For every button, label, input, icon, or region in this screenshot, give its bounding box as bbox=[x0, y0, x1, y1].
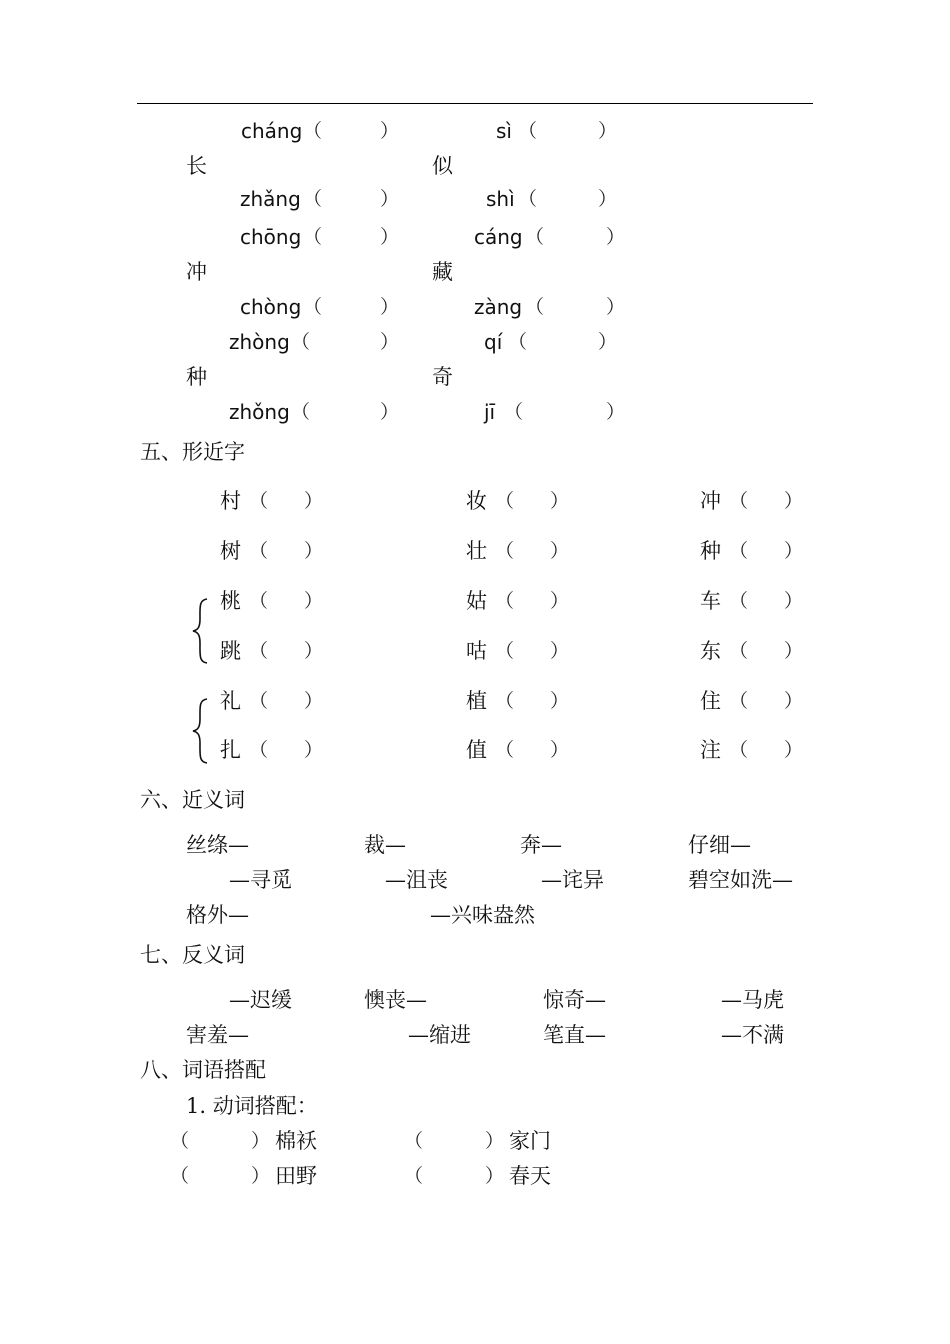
antonym-item: —迟缓 bbox=[229, 988, 292, 1012]
paren-close: ） bbox=[784, 590, 804, 612]
pinyin-reading: zhòng bbox=[229, 330, 290, 354]
paren-close: ） bbox=[380, 331, 400, 353]
paren-open: （ bbox=[249, 540, 269, 562]
paren-close: ） bbox=[550, 590, 570, 612]
paren-open: （ bbox=[495, 690, 515, 712]
subsection-heading: 1. 动词搭配： bbox=[186, 1094, 318, 1118]
paren-open: （ bbox=[249, 690, 269, 712]
pinyin-reading: jī bbox=[484, 400, 496, 424]
paren-open: （ bbox=[303, 188, 323, 210]
paren-open: （ bbox=[495, 490, 515, 512]
polyphone-char: 藏 bbox=[432, 260, 453, 284]
paren-close: ） bbox=[550, 540, 570, 562]
paren-close: ） bbox=[485, 1130, 505, 1152]
similar-char: 种 bbox=[700, 539, 721, 563]
paren-close: ） bbox=[304, 739, 324, 761]
polyphone-char: 种 bbox=[186, 365, 207, 389]
paren-open: （ bbox=[729, 690, 749, 712]
paren-open: （ bbox=[170, 1165, 190, 1187]
polyphone-char: 似 bbox=[432, 154, 453, 178]
similar-char: 扎 bbox=[220, 738, 241, 762]
paren-close: ） bbox=[784, 640, 804, 662]
section-heading: 六、近义词 bbox=[140, 788, 245, 812]
grouping-brace bbox=[191, 697, 211, 765]
pinyin-reading: cháng bbox=[241, 119, 303, 143]
paren-open: （ bbox=[495, 590, 515, 612]
paren-open: （ bbox=[249, 739, 269, 761]
paren-close: ） bbox=[304, 540, 324, 562]
similar-char: 村 bbox=[220, 489, 241, 513]
synonym-item: 仔细— bbox=[688, 833, 751, 857]
paren-open: （ bbox=[518, 120, 538, 142]
synonym-item: 奔— bbox=[520, 833, 562, 857]
pinyin-reading: chòng bbox=[240, 295, 302, 319]
similar-char: 冲 bbox=[700, 489, 721, 513]
collocation-word: 田野 bbox=[275, 1164, 317, 1188]
paren-open: （ bbox=[249, 490, 269, 512]
paren-close: ） bbox=[598, 188, 618, 210]
synonym-item: —诧异 bbox=[541, 868, 604, 892]
similar-char: 车 bbox=[700, 589, 721, 613]
similar-char: 跳 bbox=[220, 639, 241, 663]
paren-close: ） bbox=[251, 1165, 271, 1187]
paren-open: （ bbox=[729, 590, 749, 612]
pinyin-reading: qí bbox=[484, 330, 503, 354]
paren-close: ） bbox=[304, 590, 324, 612]
paren-close: ） bbox=[598, 120, 618, 142]
similar-char: 值 bbox=[466, 738, 487, 762]
similar-char: 壮 bbox=[466, 539, 487, 563]
paren-open: （ bbox=[525, 296, 545, 318]
paren-open: （ bbox=[404, 1130, 424, 1152]
paren-close: ） bbox=[380, 120, 400, 142]
paren-close: ） bbox=[380, 401, 400, 423]
pinyin-reading: cáng bbox=[474, 225, 523, 249]
paren-open: （ bbox=[508, 331, 528, 353]
paren-close: ） bbox=[380, 226, 400, 248]
paren-close: ） bbox=[485, 1165, 505, 1187]
paren-open: （ bbox=[729, 490, 749, 512]
paren-close: ） bbox=[550, 490, 570, 512]
similar-char: 住 bbox=[700, 689, 721, 713]
paren-close: ） bbox=[784, 690, 804, 712]
paren-close: ） bbox=[550, 739, 570, 761]
paren-open: （ bbox=[291, 401, 311, 423]
polyphone-char: 奇 bbox=[432, 365, 453, 389]
section-heading: 五、形近字 bbox=[140, 440, 245, 464]
paren-close: ） bbox=[304, 640, 324, 662]
similar-char: 桃 bbox=[220, 589, 241, 613]
pinyin-reading: zhǒng bbox=[229, 400, 290, 424]
paren-close: ） bbox=[606, 296, 626, 318]
paren-close: ） bbox=[784, 540, 804, 562]
grouping-brace bbox=[191, 597, 211, 665]
similar-char: 树 bbox=[220, 539, 241, 563]
paren-open: （ bbox=[303, 120, 323, 142]
paren-close: ） bbox=[784, 739, 804, 761]
similar-char: 注 bbox=[700, 738, 721, 762]
paren-open: （ bbox=[249, 590, 269, 612]
polyphone-char: 长 bbox=[186, 154, 207, 178]
synonym-item: 格外— bbox=[186, 903, 249, 927]
paren-open: （ bbox=[170, 1130, 190, 1152]
paren-close: ） bbox=[606, 226, 626, 248]
paren-close: ） bbox=[251, 1130, 271, 1152]
antonym-item: —马虎 bbox=[721, 988, 784, 1012]
pinyin-reading: sì bbox=[496, 119, 512, 143]
header-rule bbox=[137, 103, 813, 104]
synonym-item: 碧空如洗— bbox=[688, 868, 793, 892]
paren-close: ） bbox=[380, 188, 400, 210]
antonym-item: 笔直— bbox=[543, 1023, 606, 1047]
paren-open: （ bbox=[249, 640, 269, 662]
paren-open: （ bbox=[291, 331, 311, 353]
paren-close: ） bbox=[784, 490, 804, 512]
similar-char: 妆 bbox=[466, 489, 487, 513]
paren-close: ） bbox=[304, 490, 324, 512]
antonym-item: 懊丧— bbox=[364, 988, 427, 1012]
pinyin-reading: chōng bbox=[240, 225, 302, 249]
paren-open: （ bbox=[303, 226, 323, 248]
paren-open: （ bbox=[495, 640, 515, 662]
similar-char: 礼 bbox=[220, 689, 241, 713]
collocation-word: 棉袄 bbox=[275, 1129, 317, 1153]
pinyin-reading: shì bbox=[486, 187, 515, 211]
similar-char: 植 bbox=[466, 689, 487, 713]
synonym-item: —沮丧 bbox=[385, 868, 448, 892]
antonym-item: —缩进 bbox=[408, 1023, 471, 1047]
synonym-item: 丝绦— bbox=[186, 833, 249, 857]
paren-open: （ bbox=[729, 540, 749, 562]
antonym-item: —不满 bbox=[721, 1023, 784, 1047]
similar-char: 姑 bbox=[466, 589, 487, 613]
synonym-item: —兴味盎然 bbox=[430, 903, 535, 927]
paren-open: （ bbox=[504, 401, 524, 423]
paren-close: ） bbox=[304, 690, 324, 712]
antonym-item: 惊奇— bbox=[543, 988, 606, 1012]
pinyin-reading: zhǎng bbox=[240, 187, 301, 211]
synonym-item: 裁— bbox=[364, 833, 406, 857]
collocation-word: 春天 bbox=[509, 1164, 551, 1188]
paren-open: （ bbox=[303, 296, 323, 318]
similar-char: 东 bbox=[700, 639, 721, 663]
paren-close: ） bbox=[598, 331, 618, 353]
paren-open: （ bbox=[525, 226, 545, 248]
collocation-word: 家门 bbox=[509, 1129, 551, 1153]
paren-close: ） bbox=[606, 401, 626, 423]
paren-open: （ bbox=[729, 640, 749, 662]
pinyin-reading: zàng bbox=[474, 295, 523, 319]
polyphone-char: 冲 bbox=[186, 260, 207, 284]
section-heading: 七、反义词 bbox=[140, 943, 245, 967]
paren-close: ） bbox=[380, 296, 400, 318]
paren-close: ） bbox=[550, 690, 570, 712]
paren-open: （ bbox=[518, 188, 538, 210]
section-heading: 八、词语搭配 bbox=[140, 1058, 266, 1082]
paren-open: （ bbox=[404, 1165, 424, 1187]
paren-close: ） bbox=[550, 640, 570, 662]
synonym-item: —寻觅 bbox=[229, 868, 292, 892]
similar-char: 咕 bbox=[466, 639, 487, 663]
paren-open: （ bbox=[729, 739, 749, 761]
paren-open: （ bbox=[495, 739, 515, 761]
antonym-item: 害羞— bbox=[186, 1023, 249, 1047]
paren-open: （ bbox=[495, 540, 515, 562]
